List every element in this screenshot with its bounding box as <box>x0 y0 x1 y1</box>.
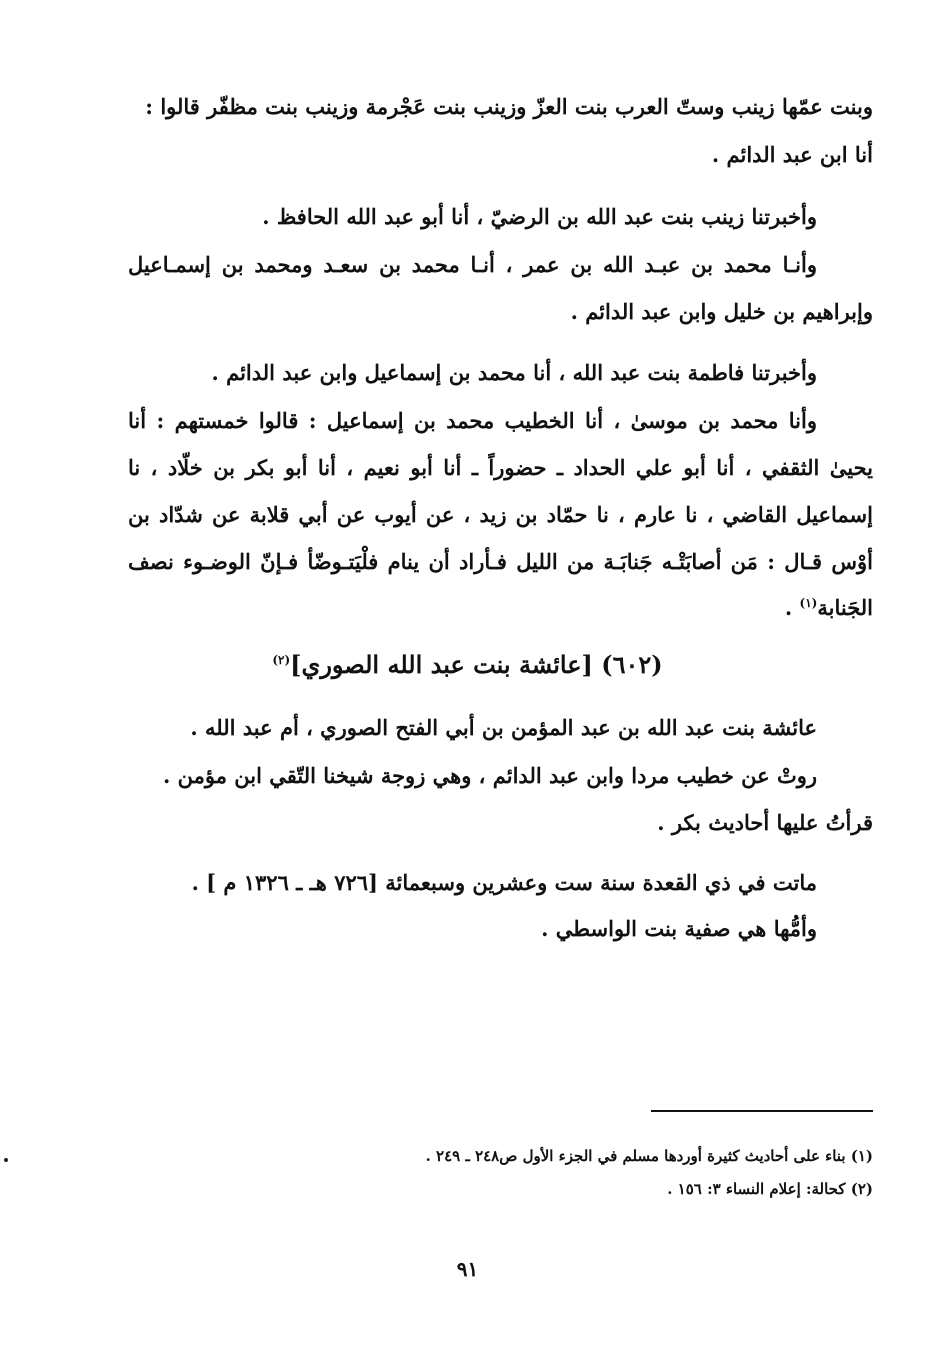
paragraph3-line4: إسماعيل القاضي ، نا عارم ، نا حمّاد بن زيد ، عن أيوب عن أبي قلابة عن شدّاد بن <box>128 502 873 527</box>
paragraph3-line6 <box>785 593 873 623</box>
entry-heading-text: (٦٠٢) [عائشة بنت عبد الله الصوري] <box>290 650 663 679</box>
paragraph2-line1: وأخبرتنا زينب بنت عبد الله بن الرضيّ ، أنا أبو عبد الله الحافظ . <box>262 204 817 229</box>
entry-line5: وأمُّها هي صفية بنت الواسطي . <box>541 916 817 941</box>
paragraph1-line1: وبنت عمّها زينب وستّ العرب بنت العزّ وزينب بنت عَجْرمة وزينب بنت مظفّر قالوا : <box>145 94 873 119</box>
paragraph2-line2: وأنـا محمد بن عبـد الله بن عمر ، أنـا محمد بن سعـد ومحمد بن إسمـاعيل <box>128 252 817 277</box>
paragraph2-line3: وإبراهيم بن خليل وابن عبد الدائم . <box>570 299 873 324</box>
entry-heading <box>0 648 935 682</box>
paragraph3-line1: وأخبرتنا فاطمة بنت عبد الله ، أنا محمد بن إسماعيل وابن عبد الدائم . <box>211 360 817 385</box>
paragraph3-line6-end: . <box>784 595 800 620</box>
footnote-ref-2: (٢) <box>272 653 291 667</box>
paragraph3-line6-text: الجَنابة <box>817 595 873 620</box>
scan-speck <box>4 1158 8 1162</box>
page-number: ٩١ <box>456 1257 479 1281</box>
footnote-divider <box>651 1110 873 1112</box>
entry-line3: قرأتُ عليها أحاديث بكر . <box>657 810 873 835</box>
footnote-2: (٢) كحالة: إعلام النساء ٣: ١٥٦ . <box>667 1180 873 1198</box>
paragraph3-line3: يحيىٰ الثقفي ، أنا أبو علي الحداد ـ حضوراً ـ أنا أبو نعيم ، أنا أبو بكر بن خلّاد ، نا <box>128 455 873 480</box>
paragraph1-line2: أنا ابن عبد الدائم . <box>711 142 873 167</box>
entry-line1: عائشة بنت عبد الله بن عبد المؤمن بن أبي الفتح الصوري ، أم عبد الله . <box>190 715 817 740</box>
footnote-ref-1: (١) <box>799 596 818 610</box>
footnote-1: (١) بناء على أحاديث كثيرة أوردها مسلم في الجزء الأول ص٢٤٨ ـ ٢٤٩ . <box>425 1147 873 1165</box>
entry-line2: روتْ عن خطيب مردا وابن عبد الدائم ، وهي زوجة شيخنا التّقي ابن مؤمن . <box>163 763 817 788</box>
paragraph3-line2: وأنا محمد بن موسىٰ ، أنا الخطيب محمد بن إسماعيل : قالوا خمستهم : أنا <box>128 408 817 433</box>
entry-line4: ماتت في ذي القعدة سنة ست وعشرين وسبعمائة [٧٢٦ هـ ـ ١٣٢٦ م ] . <box>191 870 817 895</box>
paragraph3-line5: أوْس قـال : مَن أصابَتْـه جَنابَـة من الليل فـأراد أن ينام فلْيَتـوضّأ فـإنّ الوضـوء نصف <box>128 549 873 574</box>
